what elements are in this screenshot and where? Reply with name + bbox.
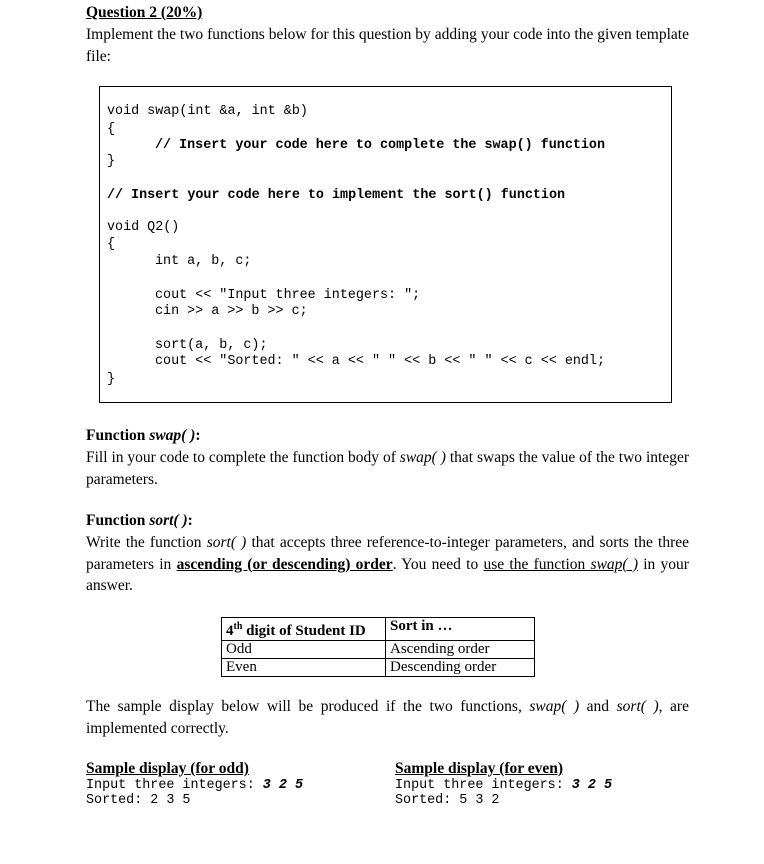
code-line-cout-prompt: cout << "Input three integers: ";: [155, 288, 421, 303]
sample-even-title: Sample display (for even): [395, 760, 564, 777]
sample-odd-output-line: Sorted: 2 3 5: [86, 793, 191, 808]
sample-even: [395, 760, 612, 808]
sort-description: Write the function sort( ) that accepts three reference-to-integer parameters, and sorts the three parameters in ascending (or descending) order. You need to use the function swap( ) in your answer.: [86, 534, 690, 594]
code-line-sort-comment: // Insert your code here to implement the sort() function: [107, 188, 566, 203]
table-header-row: [222, 618, 535, 641]
question-intro: Implement the two functions below for this question by adding your code into the given template file:: [86, 26, 689, 65]
table-cell-digit: Even: [222, 659, 386, 677]
swap-heading: Function swap( ):: [86, 427, 201, 444]
code-line-q2-signature: void Q2(): [107, 220, 180, 235]
sample-intro: The sample display below will be produced if the two functions, swap( ) and sort( ), are implemented correctly.: [86, 698, 689, 737]
sample-odd-input-line: Input three integers: 3 2 5: [86, 778, 303, 793]
table-cell-order: Descending order: [386, 659, 535, 677]
table-cell-digit: Odd: [222, 641, 386, 659]
code-line-open-brace-2: {: [107, 237, 116, 252]
table-row: [222, 659, 535, 677]
question-title: Question 2 (20%): [86, 4, 203, 21]
code-line-swap-signature: void swap(int &a, int &b): [107, 104, 308, 119]
code-line-swap-comment: // Insert your code here to complete the swap() function: [155, 138, 605, 153]
code-line-cout-sorted: cout << "Sorted: " << a << " " << b << " " << c << endl;: [155, 354, 605, 369]
sort-order-table: [221, 617, 535, 677]
sample-odd: [86, 760, 303, 808]
code-line-declare: int a, b, c;: [155, 254, 252, 269]
table-header-sort: Sort in …: [386, 618, 535, 641]
swap-description: Fill in your code to complete the function body of swap( ) that swaps the value of the two integer parameters.: [86, 449, 689, 488]
table-header-digit: 4th digit of Student ID: [222, 618, 386, 641]
code-line-sort-call: sort(a, b, c);: [155, 338, 268, 353]
sample-even-input-line: Input three integers: 3 2 5: [395, 778, 612, 793]
sample-even-output-line: Sorted: 5 3 2: [395, 793, 500, 808]
table-cell-order: Ascending order: [386, 641, 535, 659]
sort-heading: Function sort( ):: [86, 512, 193, 529]
code-template-box: [99, 86, 672, 403]
table-row: [222, 641, 535, 659]
code-line-open-brace: {: [107, 122, 116, 137]
code-line-cin: cin >> a >> b >> c;: [155, 304, 308, 319]
sample-odd-title: Sample display (for odd): [86, 760, 249, 777]
code-line-close-brace: }: [107, 154, 116, 169]
code-line-close-brace-2: }: [107, 372, 116, 387]
